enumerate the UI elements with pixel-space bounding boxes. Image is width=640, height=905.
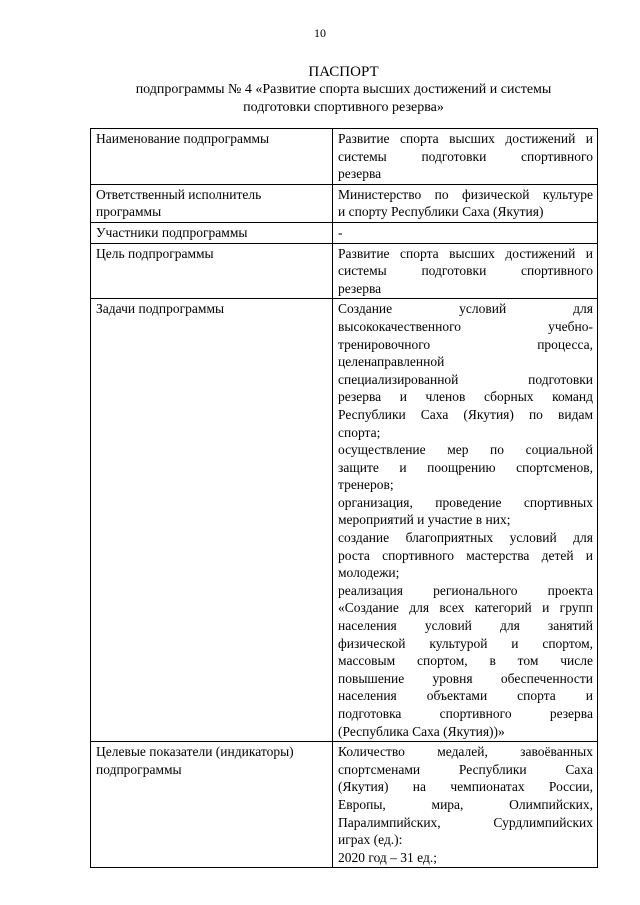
value-line: Развитие спорта высших достижений и [338,245,593,261]
title-subtitle-line-1: подпрограммы № 4 «Развитие спорта высших достижений и системы [135,82,552,97]
value-line: Республики Саха (Якутия) по видам [338,406,593,422]
value-line: системы подготовки спортивного [338,263,593,279]
value-line: населения условий для занятий [338,618,593,634]
value-paragraph [338,849,593,867]
value-line: (Республика Саха (Якутия))» [338,723,505,739]
table-row [91,243,598,299]
value-line: резерва [338,280,382,296]
document-title [90,63,597,117]
row-label-line: Ответственный исполнитель [96,186,262,202]
value-line: повышение уровня обеспеченности [338,670,593,686]
value-line: мероприятий и участие в них; [338,512,511,528]
value-line: (Якутия) на чемпионатах России, [338,779,593,795]
value-paragraph [338,743,593,849]
row-value-cell [333,299,598,742]
value-paragraph [338,529,593,582]
row-label-cell [91,742,333,868]
value-line: Паралимпийских, Сурдлимпийских [338,814,593,830]
table-row [91,299,598,742]
table-row [91,184,598,222]
value-line: Количество медалей, завоёванных [338,744,593,760]
value-line: играх (ед.): [338,832,403,848]
value-paragraph [338,441,593,494]
row-label-line: программы [96,204,162,220]
value-line: «Создание для всех категорий и групп [338,600,593,616]
page-number: 10 [314,26,326,40]
value-line: тренировочного процесса, [338,336,593,352]
value-paragraph [338,186,593,221]
value-line: специализированной подготовки [338,371,593,387]
value-line: резерва и членов сборных команд [338,389,593,405]
value-line: реализация регионального проекта [338,582,593,598]
value-paragraph [338,582,593,740]
value-line: высококачественного учебно- [338,318,593,334]
value-line: массовым спортом, в том числе [338,653,593,669]
value-line: - [338,224,343,240]
value-line: защите и поощрению спортсменов, [338,459,593,475]
value-line: физической культурой и спортом, [338,635,593,651]
row-label-line: Наименование подпрограммы [96,131,270,146]
row-label-line: Участники подпрограммы [96,224,248,240]
value-line: населения объектами спорта и [338,688,593,704]
title-subtitle-line-2: подготовки спортивного резерва» [243,100,444,115]
value-line: Создание условий для [338,301,593,317]
value-paragraph [338,245,593,298]
value-line: резерва [338,166,382,182]
value-line: подготовка спортивного резерва [338,706,593,721]
row-value-cell [333,222,598,243]
table-row [91,222,598,243]
row-label-cell [91,299,333,742]
row-label-line: Целевые показатели (индикаторы) [96,744,294,760]
row-label-cell [91,129,333,185]
row-label-line: Задачи подпрограммы [96,301,225,317]
table-row [91,742,598,868]
row-label-line: подпрограммы [96,761,182,777]
value-line: Европы, мира, Олимпийских, [338,796,593,812]
value-line: 2020 год – 31 ед.; [338,849,437,865]
row-value-cell [333,184,598,222]
row-label-cell [91,222,333,243]
value-line: создание благоприятных условий для [338,530,593,546]
value-line: молодежи; [338,565,400,581]
value-paragraph [338,300,593,441]
value-paragraph [338,494,593,529]
row-label-cell [91,243,333,299]
value-line: тренеров; [338,477,394,493]
value-line: и спорту Республики Саха (Якутия) [338,204,544,220]
row-value-cell [333,742,598,868]
value-line: осуществление мер по социальной [338,442,593,458]
row-label-cell [91,184,333,222]
value-line: Развитие спорта высших достижений и [338,131,593,146]
value-paragraph [338,224,593,242]
value-line: организация, проведение спортивных [338,494,593,510]
value-line: системы подготовки спортивного [338,148,593,164]
row-value-cell [333,129,598,185]
passport-table [90,128,598,868]
title-heading: ПАСПОРТ [308,64,379,80]
value-line: спортсменами Республики Саха [338,761,593,777]
value-line: целенаправленной [338,354,445,370]
value-line: роста спортивного мастерства детей и [338,547,593,563]
row-label-line: Цель подпрограммы [96,245,214,261]
table-row [91,129,598,185]
value-line: Министерство по физической культуре [338,186,593,202]
value-paragraph [338,130,593,183]
row-value-cell [333,243,598,299]
passport-table-body [91,129,598,868]
value-line: спорта; [338,424,381,440]
